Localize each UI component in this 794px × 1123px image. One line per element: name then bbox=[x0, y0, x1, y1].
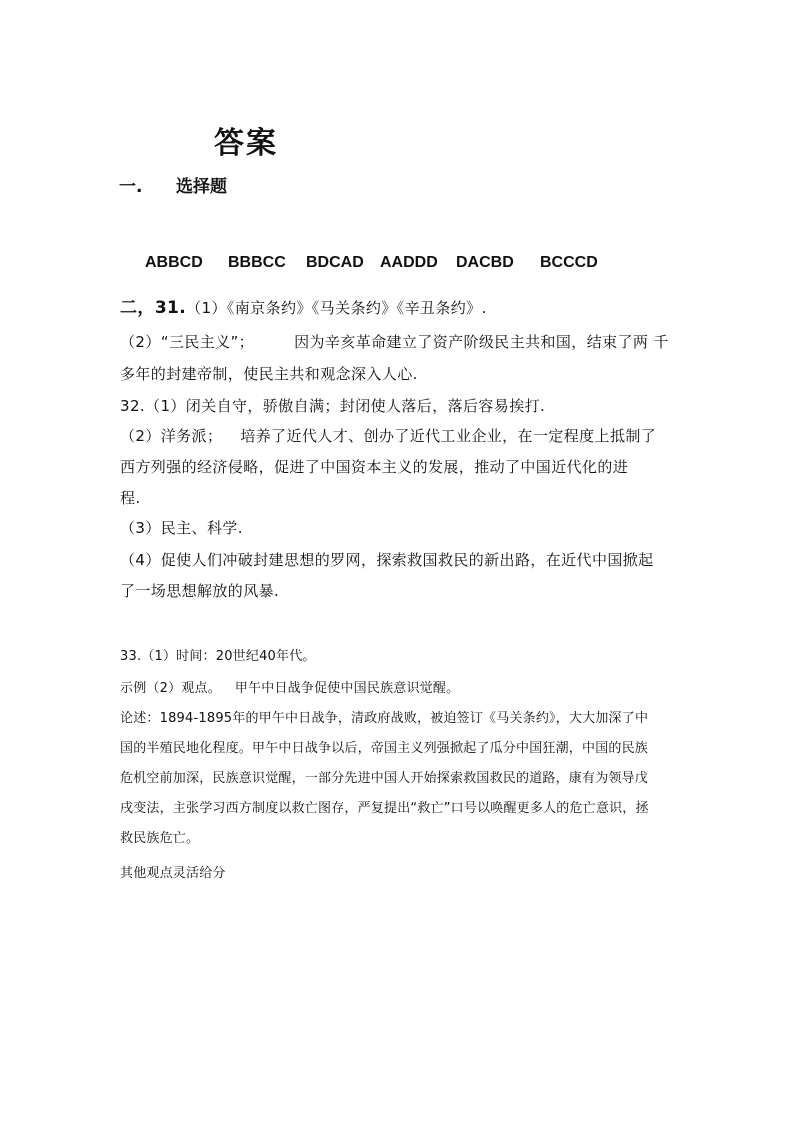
answer-group: DACBD bbox=[456, 254, 514, 271]
q32-line-4: 程. bbox=[120, 489, 141, 507]
q31-line-1 bbox=[120, 293, 487, 318]
q31-part2-label: （2）“三民主义”； bbox=[120, 333, 255, 351]
q32-part3: （3）民主、科学. bbox=[120, 519, 243, 537]
q32-part4-line-2: 了一场思想解放的风暴. bbox=[120, 582, 280, 600]
q32-part2-label: （2）洋务派； bbox=[120, 427, 223, 445]
q31-line-2 bbox=[120, 331, 669, 352]
section-number: 一. bbox=[119, 177, 143, 197]
section2-label: 二， bbox=[120, 298, 155, 318]
q32-part2-text: 培养了近代人才、创办了近代工业企业，在一定程度上抵制了 bbox=[240, 427, 657, 445]
q33-argument-line: 危机空前加深，民族意识觉醒，一部分先进中国人开始探索救国救民的道路，康有为领导戊 bbox=[120, 771, 649, 786]
q32-part4-line-1: （4）促使人们冲破封建思想的罗网，探索救国救民的新出路，在近代中国掀起 bbox=[120, 551, 654, 569]
q31-number: 31. bbox=[154, 298, 187, 318]
q32-part1: 32.（1）闭关自守，骄傲自满；封闭使人落后，落后容易挨打. bbox=[120, 397, 546, 415]
q32-line-3: 西方列强的经济侵略，促进了中国资本主义的发展，推动了中国近代化的进 bbox=[120, 458, 629, 476]
q33-argument-line: 国的半殖民地化程度。甲午中日战争以后，帝国主义列强掀起了瓜分中国狂潮，中国的民族 bbox=[120, 741, 649, 756]
q33-argument-line: 论述：1894-1895年的甲午中日战争，清政府战败，被迫签订《马关条约》，大大加深了中 bbox=[120, 711, 649, 726]
q33-part1: 33.（1）时间：20世纪40年代。 bbox=[120, 649, 316, 664]
q33-argument-line: 戌变法，主张学习西方制度以救亡图存，严复提出“救亡”口号以唤醒更多人的危亡意识，拯 bbox=[120, 801, 649, 816]
answer-group: ABBCD bbox=[145, 254, 203, 271]
page-title: 答案 bbox=[214, 126, 278, 161]
q33-example-label: 示例（2）观点。 bbox=[120, 681, 221, 696]
grading-note: 其他观点灵活给分 bbox=[120, 866, 226, 881]
q33-argument-line: 救民族危亡。 bbox=[120, 831, 200, 846]
answer-group: BBBCC bbox=[228, 254, 286, 271]
q33-line-2 bbox=[120, 677, 459, 696]
q31-line-3: 多年的封建帝制，使民主共和观念深入人心. bbox=[120, 365, 418, 383]
answer-group: BCCCD bbox=[540, 254, 598, 271]
q33-viewpoint: 甲午中日战争促使中国民族意识觉醒。 bbox=[234, 681, 460, 696]
q32-line-2 bbox=[120, 425, 656, 446]
q31-part1: （1）《南京条约》《马关条约》《辛丑条约》. bbox=[186, 299, 487, 317]
q31-part2-text: 因为辛亥革命建立了资产阶级民主共和国，结束了两 千 bbox=[294, 333, 669, 351]
answer-group: BDCAD bbox=[306, 254, 364, 271]
section-heading: 选择题 bbox=[176, 177, 227, 197]
answer-group: AADDD bbox=[380, 254, 438, 271]
